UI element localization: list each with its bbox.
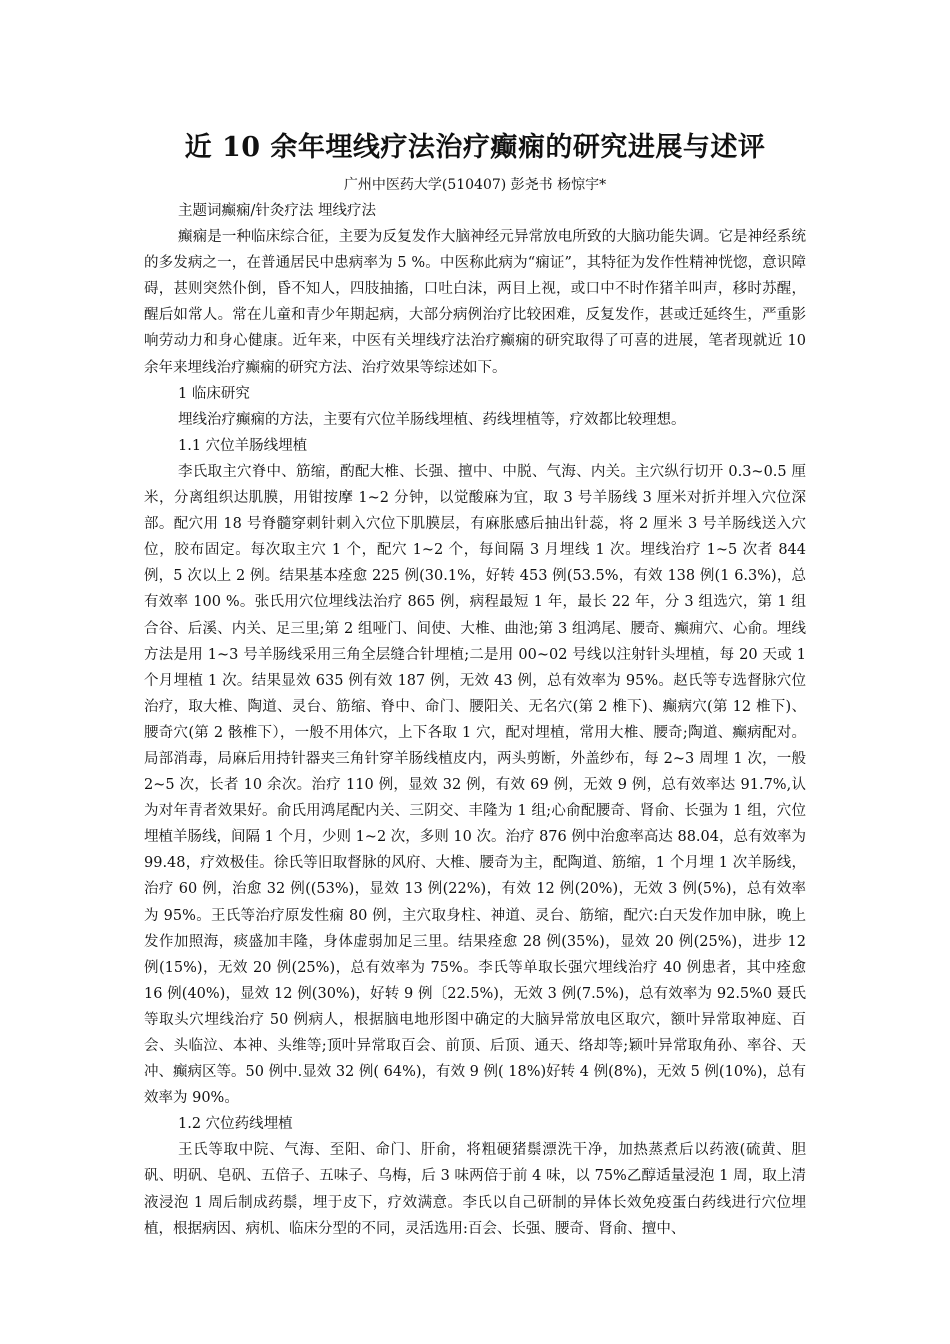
section-1-heading: 1 临床研究 [178,385,250,402]
paper-title: 近 10 余年埋线疗法治疗癫痫的研究进展与述评 [184,132,766,163]
section-1-1-heading: 1.1 穴位羊肠线埋植 [178,437,308,454]
section-1-paragraph: 埋线治疗癫痫的方法，主要有穴位羊肠线埋植、药线埋植等，疗效都比较理想。 [178,411,686,428]
intro-paragraph: 癫痫是一种临床综合征，主要为反复发作大脑神经元异常放电所致的大脑功能失调。它是神经系统的多发病之一，在普通居民中患病率为 5 %。中医称此病为“痫证”，其特征为发作性精神恍惚，意识障碍，甚则突然仆倒，昏不知人，四肢抽搐，口吐白沫，两目上视，或口中不时作猪羊叫声，移时苏醒，醒后如常人。常在儿童和青少年期起病，大部分病例治疗比较困难，反复发作，甚或迁延终生，严重影响劳动力和身心健康。近年来，中医有关埋线疗法治疗癫痫的研究取得了可喜的进展，笔者现就近 10 余年来埋线治疗癫痫的研究方法、治疗效果等综述如下。 [144,229,806,376]
section-1-2-heading: 1.2 穴位药线埋植 [178,1116,293,1133]
author-line: 广州中医药大学(510407) 彭尧书 杨惊宇* [343,177,607,193]
keywords-line: 主题词癫痫/针灸疗法 埋线疗法 [178,203,376,219]
section-1-1-paragraph: 李氏取主穴脊中、筋缩，酌配大椎、长强、擅中、中脱、气海、内关。主穴纵行切开 0.3~0.5 厘米，分离组织达肌膜，用钳按摩 1~2 分钟，以觉酸麻为宜，取 3 号羊肠线 3 厘米对折并埋入穴位深部。配穴用 18 号脊髓穿刺针刺入穴位下肌膜层，有麻胀感后抽出针蕊，将 2 厘米 3 号羊肠线送入穴位，胶布固定。每次取主穴 1 个，配穴 1~2 个，每间隔 3 月埋线 1 次。埋线治疗 1~5 次者 844 例，5 次以上 2 例。结果基本痊愈 225 例(30.1%，好转 453 例(53.5%，有效 138 例(1 6.3%)，总有效率 100 %。张氏用穴位埋线法治疗 865 例，病程最短 1 年，最长 22 年，分 3 组选穴，第 1 组合谷、后溪、内关、足三里;第 2 组哑门、间使、大椎、曲池;第 3 组鸿尾、腰奇、癫痈穴、心俞。埋线方法是用 1~3 号羊肠线采用三角全层缝合针埋植;二是用 00~02 号线以注射针头埋植，每 20 天或 1 个月埋植 1 次。结果显效 635 例有效 187 例，无效 43 例，总有效率为 95%。赵氏等专选督脉穴位治疗，取大椎、陶道、灵台、筋缩、脊中、命门、腰阳关、无名穴(第 2 椎下)、癫病穴(第 12 椎下)、腰奇穴(第 2 骸椎下），一般不用体穴，上下各取 1 穴，配对埋植，常用大椎、腰奇;陶道、癫病配对。局部消毒，局麻后用持针器夹三角针穿羊肠线植皮内，两头剪断，外盖纱布，每 2~3 周埋 1 次，一般 2~5 次，长者 10 余次。治疗 110 例，显效 32 例，有效 69 例，无效 9 例，总有效率达 91.7%,认为对年青者效果好。俞氏用鸿尾配内关、三阴交、丰隆为 1 组;心俞配腰奇、肾俞、长强为 1 组，穴位埋植羊肠线，间隔 1 个月，少则 1~2 次，多则 10 次。治疗 876 例中治愈率高达 88.04，总有效率为 99.48，疗效极佳。徐氏等旧取督脉的风府、大椎、腰奇为主，配陶道、筋缩，1 个月埋 1 次羊肠线，治疗 60 例，治愈 32 例((53%)，显效 13 例(22%)，有效 12 例(20%)，无效 3 例(5%)，总有效率为 95%。王氏等治疗原发性痫 80 例，主穴取身柱、神道、灵台、筋缩，配穴:白天发作加申脉，晚上发作加照海，痰盛加丰隆，身体虚弱加足三里。结果痊愈 28 例(35%)，显效 20 例(25%)，进步 12 例(15%)，无效 20 例(25%)，总有效率为 75%。李氏等单取长强穴埋线治疗 40 例患者，其中痊愈 16 例(40%)，显效 12 例(30%)，好转 9 例〔22.5%)，无效 3 例(7.5%)，总有效率为 92.5%0 聂氏等取头穴埋线治疗 50 例病人，根据脑电地形图中确定的大脑异常放电区取穴，额叶异常取神庭、百会、头临泣、本神、头维等;顶叶异常取百会、前顶、后顶、通天、络却等;颖叶异常取角孙、率谷、天冲、癫病区等。50 例中.显效 32 例( 64%)，有效 9 例( 18%)好转 4 例(8%)，无效 5 例(10%)，总有效率为 90%。 [144,463,806,1107]
section-1-2-paragraph: 王氏等取中院、气海、至阳、命门、肝俞，将粗硬猪鬃漂洗干净，加热蒸煮后以药液(硫黄、胆矾、明矾、皂矾、五倍子、五味子、乌梅，后 3 味两倍于前 4 味，以 75%乙醇适量浸泡 1 周，取上清液浸泡 1 周后制成药鬃，埋于皮下，疗效满意。李氏以自己研制的异体长效免疫蛋白药线进行穴位埋植，根据病因、病机、临床分型的不同，灵活选用:百会、长强、腰奇、肾俞、擅中、 [144,1142,806,1237]
